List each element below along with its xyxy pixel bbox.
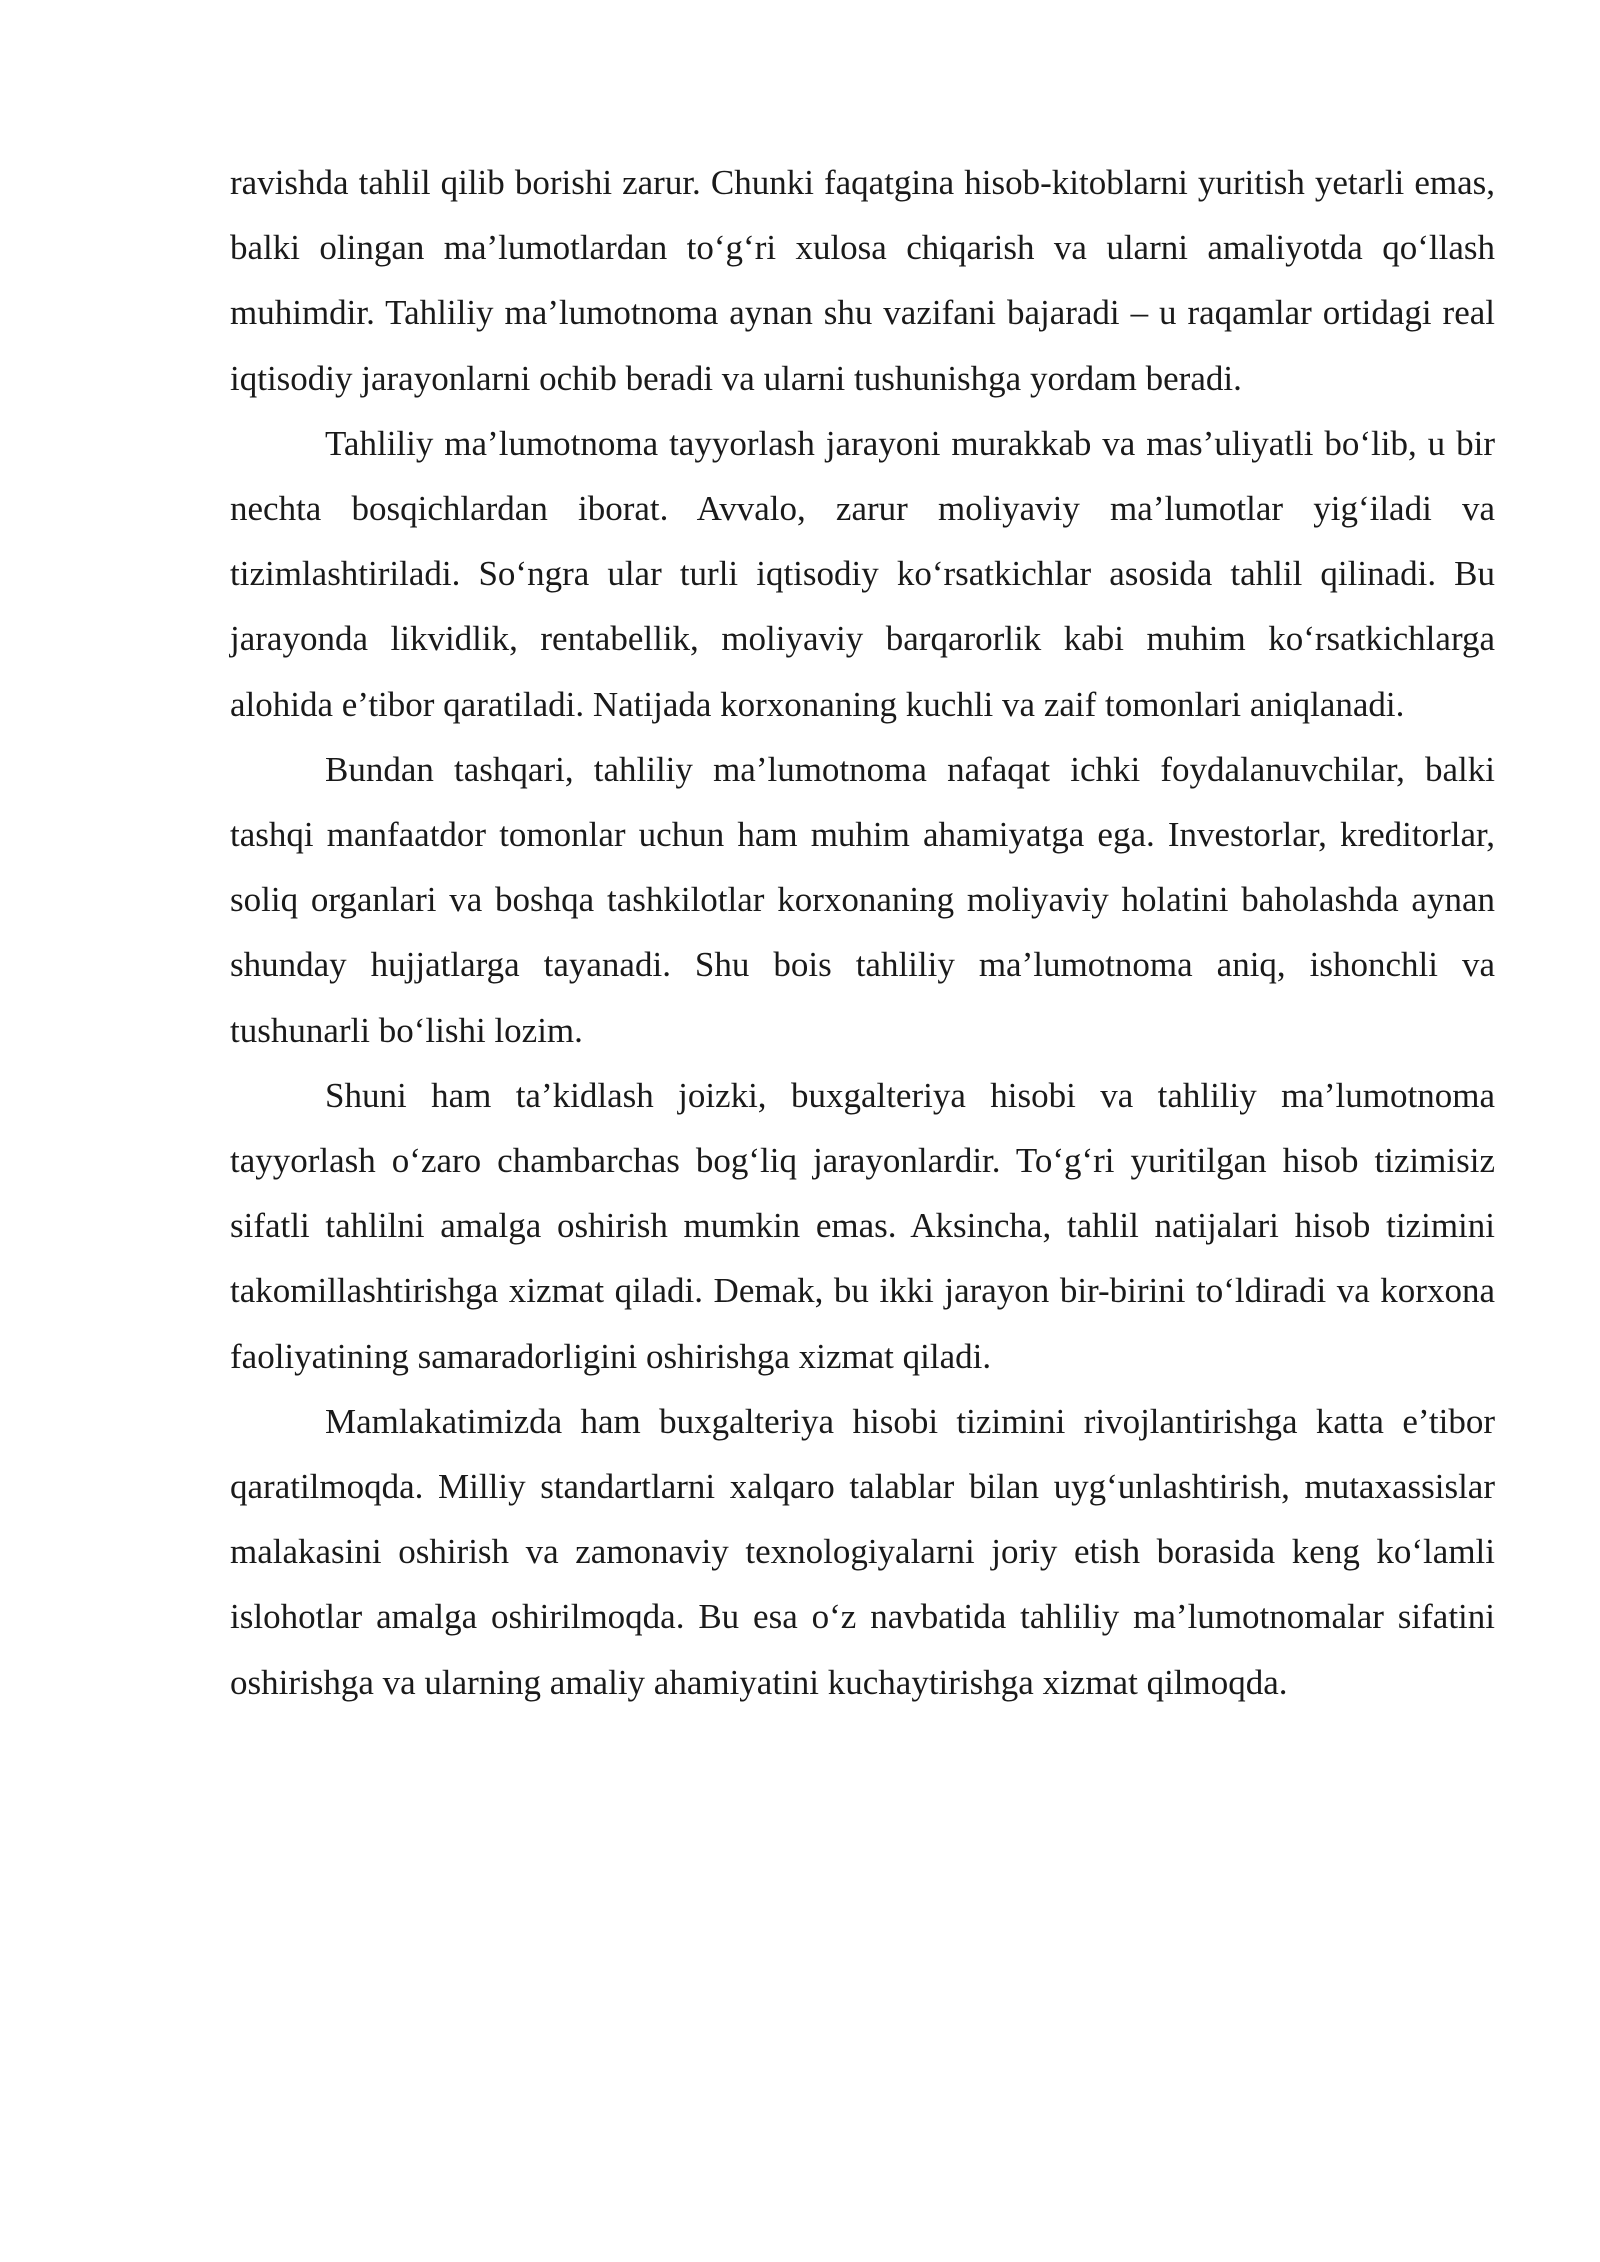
paragraph: Shuni ham ta’kidlash joizki, buxgalteriya hisobi va tahliliy ma’lumotnoma tayyorlash o‘zaro chambarchas bog‘liq jarayonlardir. To‘g‘ri yuritilgan hisob tizimisiz sifatli tahlilni amalga oshirish mumkin emas. Aksincha, tahlil natijalari hisob tizimini takomillashtirishga xizmat qiladi. Demak, bu ikki jarayon bir-birini to‘ldiradi va korxona faoliyatining samaradorligini oshirishga xizmat qiladi.	[230, 1075, 1495, 1376]
paragraph-continuation: ravishda tahlil qilib borishi zarur. Chunki faqatgina hisob-kitoblarni yuritish yetarli emas, balki olingan ma’lumotlardan to‘g‘ri xulosa chiqarish va ularni amaliyotda qo‘llash muhimdir. Tahliliy ma’lumotnoma aynan shu vazifani bajaradi – u raqamlar ortidagi real iqtisodiy jarayonlarni ochib beradi va ularni tushunishga yordam beradi.	[230, 163, 1495, 398]
paragraph: Mamlakatimizda ham buxgalteriya hisobi tizimini rivojlantirishga katta e’tibor qaratilmoqda. Milliy standartlarni xalqaro talablar bilan uyg‘unlashtirish, mutaxassislar malakasini oshirish va zamonaviy texnologiyalarni joriy etish borasida keng ko‘lamli islohotlar amalga oshirilmoqda. Bu esa o‘z navbatida tahliliy ma’lumotnomalar sifatini oshirishga va ularning amaliy ahamiyatini kuchaytirishga xizmat qilmoqda.	[230, 1401, 1495, 1702]
body-text	[230, 150, 1495, 1715]
paragraph: Tahliliy ma’lumotnoma tayyorlash jarayoni murakkab va mas’uliyatli bo‘lib, u bir nechta bosqichlardan iborat. Avvalo, zarur moliyaviy ma’lumotlar yig‘iladi va tizimlashtiriladi. So‘ngra ular turli iqtisodiy ko‘rsatkichlar asosida tahlil qilinadi. Bu jarayonda likvidlik, rentabellik, moliyaviy barqarorlik kabi muhim ko‘rsatkichlarga alohida e’tibor qaratiladi. Natijada korxonaning kuchli va zaif tomonlari aniqlanadi.	[230, 423, 1495, 724]
paragraph: Bundan tashqari, tahliliy ma’lumotnoma nafaqat ichki foydalanuvchilar, balki tashqi manfaatdor tomonlar uchun ham muhim ahamiyatga ega. Investorlar, kreditorlar, soliq organlari va boshqa tashkilotlar korxonaning moliyaviy holatini baholashda aynan shunday hujjatlarga tayanadi. Shu bois tahliliy ma’lumotnoma aniq, ishonchli va tushunarli bo‘lishi lozim.	[230, 749, 1495, 1050]
